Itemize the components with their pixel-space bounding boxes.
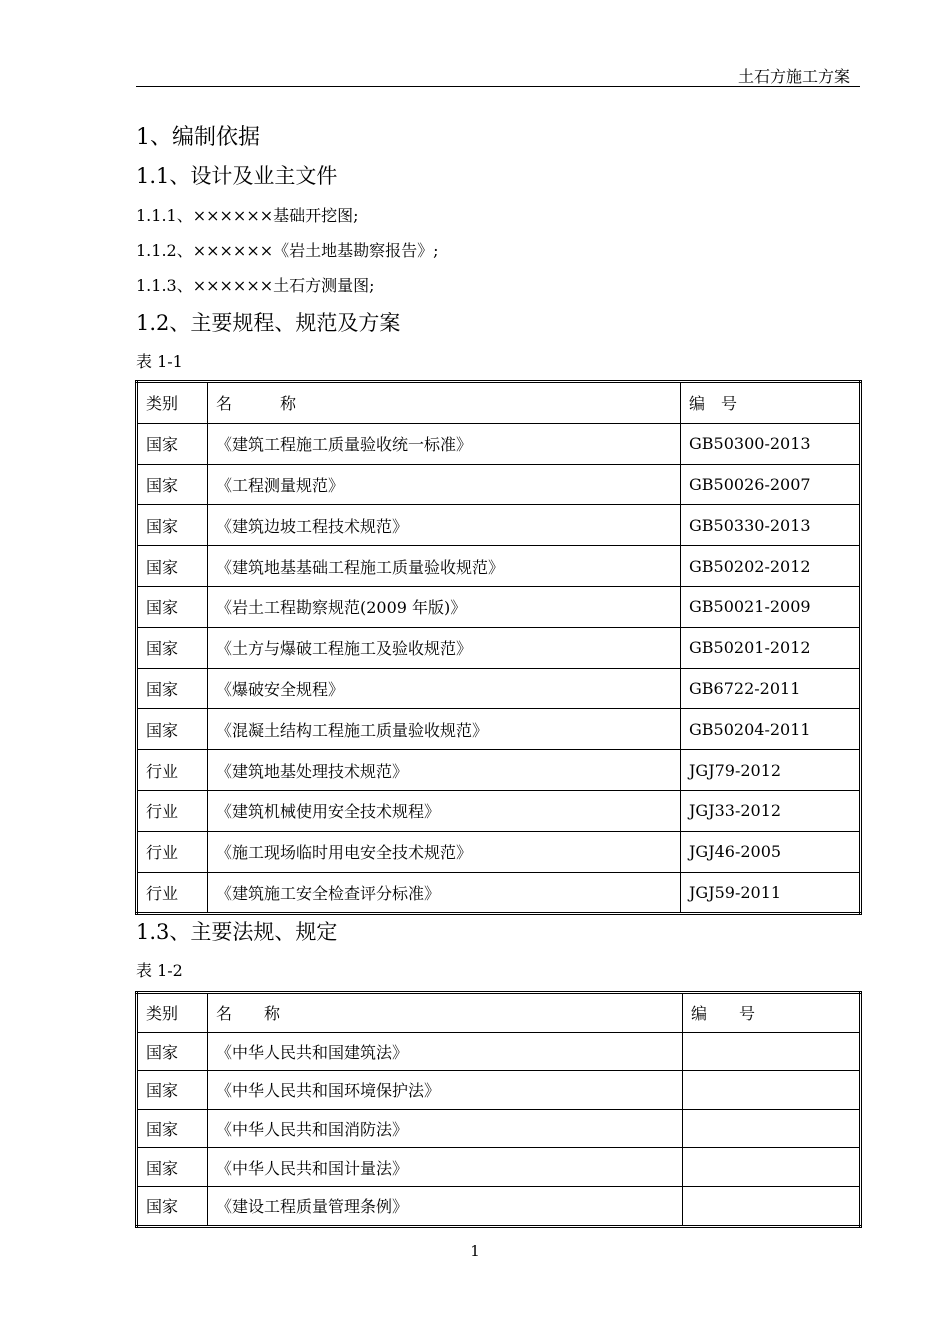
section-1-heading: 1、编制依据	[136, 125, 260, 150]
table-1-caption: 表 1-1	[136, 352, 183, 371]
name-cell: 《岩土工程勘察规范(2009 年版)》	[208, 586, 681, 627]
name-cell: 《建筑工程施工质量验收统一标准》	[208, 423, 681, 464]
table-row	[137, 709, 861, 750]
code-cell	[683, 1186, 861, 1226]
table-header-row	[137, 382, 861, 424]
table-2-caption: 表 1-2	[136, 961, 183, 980]
name-cell: 《建筑地基基础工程施工质量验收规范》	[208, 546, 681, 587]
name-cell: 《中华人民共和国建筑法》	[208, 1032, 683, 1071]
category-cell: 行业	[137, 831, 208, 872]
category-cell: 国家	[137, 627, 208, 668]
table-row	[137, 1186, 861, 1226]
name-cell: 名 称	[208, 382, 681, 424]
header-title: 土石方施工方案	[737, 67, 850, 86]
table-row	[137, 464, 861, 505]
name-cell: 《建筑机械使用安全技术规程》	[208, 790, 681, 831]
category-cell: 国家	[137, 423, 208, 464]
table-row	[137, 586, 861, 627]
name-cell: 《中华人民共和国环境保护法》	[208, 1071, 683, 1110]
code-cell	[683, 1071, 861, 1110]
code-cell: JGJ79-2012	[681, 750, 861, 791]
name-cell: 《土方与爆破工程施工及验收规范》	[208, 627, 681, 668]
table-row	[137, 423, 861, 464]
name-cell: 《建筑边坡工程技术规范》	[208, 505, 681, 546]
category-cell: 国家	[137, 464, 208, 505]
page-number: 1	[470, 1242, 480, 1260]
code-cell: GB50300-2013	[681, 423, 861, 464]
code-cell: GB50330-2013	[681, 505, 861, 546]
code-cell: JGJ59-2011	[681, 872, 861, 914]
code-cell: GB50201-2012	[681, 627, 861, 668]
name-cell: 《施工现场临时用电安全技术规范》	[208, 831, 681, 872]
category-cell: 行业	[137, 750, 208, 791]
category-cell: 国家	[137, 1186, 208, 1226]
code-cell: GB50204-2011	[681, 709, 861, 750]
code-cell: 编 号	[681, 382, 861, 424]
category-cell: 国家	[137, 709, 208, 750]
category-cell: 行业	[137, 872, 208, 914]
category-cell: 国家	[137, 505, 208, 546]
table-row	[137, 668, 861, 709]
code-cell	[683, 1148, 861, 1187]
name-cell: 《中华人民共和国计量法》	[208, 1148, 683, 1187]
table-row	[137, 831, 861, 872]
table-row	[137, 1071, 861, 1110]
table-row	[137, 546, 861, 587]
table-row	[137, 505, 861, 546]
code-cell: JGJ33-2012	[681, 790, 861, 831]
category-cell: 国家	[137, 1032, 208, 1071]
section-1-3-heading: 1.3、主要法规、规定	[136, 920, 338, 944]
table-header-row	[137, 993, 861, 1033]
name-cell: 《建筑施工安全检查评分标准》	[208, 872, 681, 914]
category-cell: 国家	[137, 1071, 208, 1110]
category-cell: 国家	[137, 1148, 208, 1187]
category-cell: 国家	[137, 668, 208, 709]
code-cell	[683, 1032, 861, 1071]
category-cell: 国家	[137, 586, 208, 627]
code-cell: JGJ46-2005	[681, 831, 861, 872]
code-cell: GB50021-2009	[681, 586, 861, 627]
table-row	[137, 627, 861, 668]
code-cell: GB50026-2007	[681, 464, 861, 505]
code-cell: GB50202-2012	[681, 546, 861, 587]
section-1-2-heading: 1.2、主要规程、规范及方案	[136, 311, 401, 335]
table-1	[135, 380, 862, 915]
category-cell: 行业	[137, 790, 208, 831]
table-2	[135, 991, 862, 1228]
section-1-1-item: 1.1.3、××××××土石方测量图;	[136, 276, 375, 295]
table-row	[137, 1032, 861, 1071]
table-row	[137, 1148, 861, 1187]
header-rule	[136, 86, 860, 87]
table-row	[137, 1109, 861, 1148]
code-cell: 编 号	[683, 993, 861, 1033]
category-cell: 国家	[137, 1109, 208, 1148]
table-row	[137, 750, 861, 791]
section-1-1-item: 1.1.1、××××××基础开挖图;	[136, 206, 359, 225]
section-1-1-item: 1.1.2、××××××《岩土地基勘察报告》;	[136, 241, 439, 260]
name-cell: 《工程测量规范》	[208, 464, 681, 505]
section-1-1-heading: 1.1、设计及业主文件	[136, 164, 338, 188]
name-cell: 《混凝土结构工程施工质量验收规范》	[208, 709, 681, 750]
category-cell: 类别	[137, 993, 208, 1033]
table-row	[137, 872, 861, 914]
code-cell: GB6722-2011	[681, 668, 861, 709]
name-cell: 《中华人民共和国消防法》	[208, 1109, 683, 1148]
category-cell: 类别	[137, 382, 208, 424]
name-cell: 《爆破安全规程》	[208, 668, 681, 709]
name-cell: 《建筑地基处理技术规范》	[208, 750, 681, 791]
name-cell: 名 称	[208, 993, 683, 1033]
table-row	[137, 790, 861, 831]
category-cell: 国家	[137, 546, 208, 587]
code-cell	[683, 1109, 861, 1148]
name-cell: 《建设工程质量管理条例》	[208, 1186, 683, 1226]
